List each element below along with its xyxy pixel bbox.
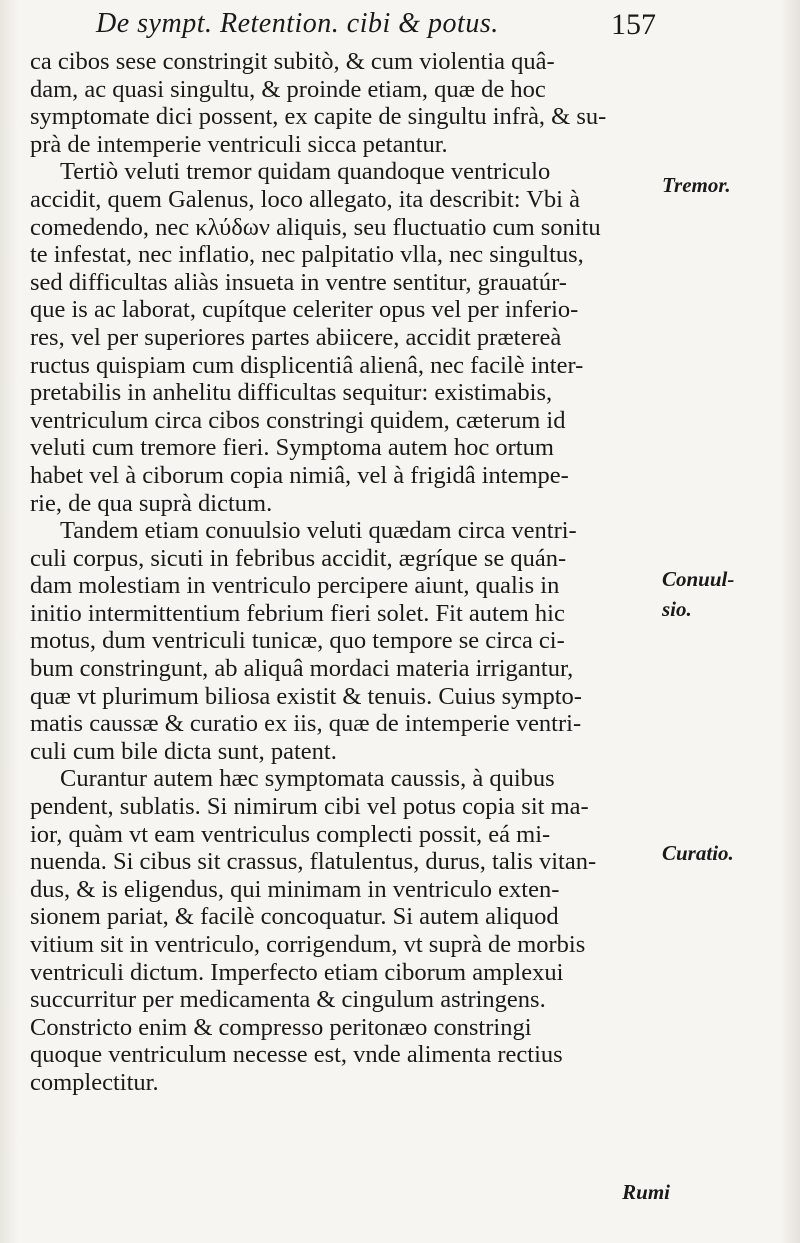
margin-note-conuulsio-cont: sio. [662,597,692,621]
text-line: vitium sit in ventriculo, corrigendum, vt suprà de morbis [30,931,586,958]
catchword: Rumi [622,1180,670,1204]
text-line: quæ vt plurimum biliosa existit & tenuis. Cuius sympto- [30,682,582,710]
text-line: pendent, sublatis. Si nimirum cibi vel potus copia sit ma- [30,793,589,821]
text-line: res, vel per superiores partes abiicere, accidit prætereà [30,323,562,351]
running-head: De sympt. Retention. cibi & potus. [96,8,499,39]
text-line: veluti cum tremore fieri. Symptoma autem hoc ortum [30,434,554,462]
text-line: te infestat, nec inflatio, nec palpitatio vlla, nec singultus, [30,241,584,269]
text-line: motus, dum ventriculi tunicæ, quo tempore se circa ci- [30,627,565,655]
text-line: comedendo, nec κλύδων aliquis, seu fluctuatio cum sonitu [30,213,601,241]
text-line: culi corpus, sicuti in febribus accidit, ægríque se quán- [30,544,567,572]
text-line: Constricto enim & compresso peritonæo constringi [30,1013,532,1041]
paragraph-conuulsio-start: Tandem etiam conuulsio veluti quædam circa ventri- [60,517,577,545]
text-line: dam, ac quasi singultu, & proinde etiam, quæ de hoc [30,75,546,103]
text-line: bum constringunt, ab aliquâ mordaci materia irrigantur, [30,655,574,683]
margin-note-curatio: Curatio. [662,841,734,865]
text-line: ventriculum circa cibos constringi quidem, cæterum id [30,406,566,434]
text-line: ior, quàm vt eam ventriculus complecti possit, eá mi- [30,820,551,848]
text-line: nuenda. Si cibus sit crassus, flatulentus, durus, talis vitan- [30,848,597,876]
text-line: pretabilis in anhelitu difficultas sequitur: existimabis, [30,379,553,407]
text-line: dam molestiam in ventriculo percipere aiunt, qualis in [30,572,560,600]
text-line: que is ac laborat, cupítque celeriter opus vel per inferio- [30,296,579,324]
paragraph-curatio-start: Curantur autem hæc symptomata caussis, à quibus [60,765,555,793]
text-line: habet vel à ciborum copia nimiâ, vel à frigidâ intempe- [30,461,569,489]
text-line: sed difficultas aliàs insueta in ventre sentitur, grauatúr- [30,268,567,296]
text-line: initio intermittentium febrium fieri solet. Fit autem hic [30,599,565,627]
margin-note-tremor: Tremor. [662,173,731,197]
text-line: succurritur per medicamenta & cingulum astringens. [30,986,546,1014]
text-line: rie, de qua suprà dictum. [30,489,273,517]
text-line: accidit, quem Galenus, loco allegato, ita describit: Vbi à [30,185,580,213]
text-line: quoque ventriculum necesse est, vnde alimenta rectius [30,1041,563,1069]
body-text [30,48,670,1097]
text-line: symptomate dici possent, ex capite de singultu infrà, & su- [30,103,607,131]
text-line: matis caussæ & curatio ex iis, quæ de intemperie ventri- [30,710,582,738]
text-line: ventriculi dictum. Imperfecto etiam ciborum amplexui [30,958,564,986]
paragraph-tremor-start: Tertiò veluti tremor quidam quandoque ventriculo [60,158,551,186]
text-line: sionem pariat, & facilè concoquatur. Si autem aliquod [30,903,559,931]
text-line: ructus quispiam cum displicentiâ alienâ, nec facilè inter- [30,351,584,379]
text-line: dus, & is eligendus, qui minimam in ventriculo exten- [30,875,560,903]
text-line: complectitur. [30,1068,159,1096]
text-line: prà de intemperie ventriculi sicca petantur. [30,130,448,158]
page-number: 157 [611,8,656,41]
margin-note-conuulsio: Conuul- [662,567,735,591]
page-header [96,8,656,46]
text-line: culi cum bile dicta sunt, patent. [30,737,337,765]
text-line: ca cibos sese constringit subitò, & cum violentia quâ- [30,48,555,75]
